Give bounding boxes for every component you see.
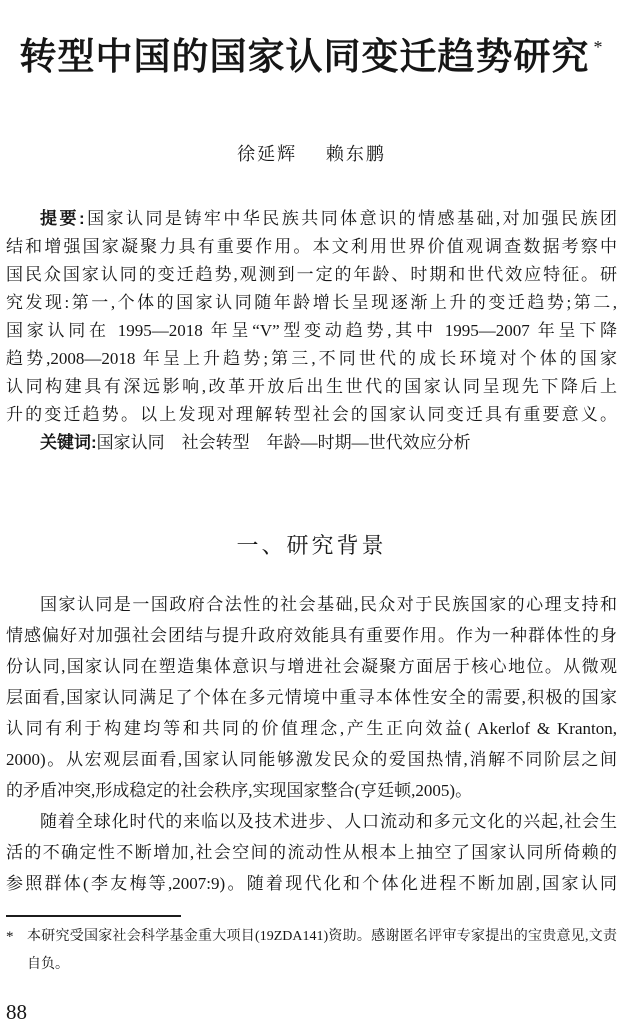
abstract-lines [6, 233, 617, 429]
author-name: 徐延辉 [237, 144, 298, 164]
keywords-label: 关键词: [40, 433, 97, 452]
abstract-block [6, 205, 617, 457]
body-text [6, 589, 617, 899]
body-line: 国家认同是一国政府合法性的社会基础,民众对于民族国家的心理支持和 [40, 595, 617, 614]
abstract-line: 趋势,2008—2018 年呈上升趋势;第三,不同世代的成长环境对个体的国家 [6, 349, 617, 368]
footnote [6, 923, 617, 979]
abstract-line: 究发现:第一,个体的国家认同随年龄增长呈现逐渐上升的变迁趋势;第二, [6, 293, 617, 312]
abstract-first-line [6, 205, 617, 233]
paper-title-text: 转型中国的国家认同变迁趋势研究 [19, 37, 590, 78]
body-line: 层面看,国家认同满足了个体在多元情境中重寻本体性安全的需要,积极的国家 [6, 688, 617, 707]
abstract-line: 国家认同在 1995—2018 年呈“V”型变动趋势,其中 1995—2007 年呈下降 [6, 321, 617, 340]
footnote-separator [6, 915, 181, 917]
abstract-line: 认同构建具有深远影响,改革开放后出生世代的国家认同呈现先下降后上 [6, 377, 617, 396]
abstract-line: 国民众国家认同的变迁趋势,观测到一定的年龄、时期和世代效应特征。研 [6, 265, 617, 284]
title-footnote-marker: * [593, 37, 604, 57]
author-name: 赖东鹏 [325, 144, 386, 164]
abstract-line: 升的变迁趋势。以上发现对理解转型社会的国家认同变迁具有重要意义。 [6, 405, 617, 424]
body-line: 参照群体(李友梅等,2007:9)。随着现代化和个体化进程不断加剧,国家认同 [6, 874, 617, 893]
paragraph-1 [6, 589, 617, 806]
body-line: 随着全球化时代的来临以及技术进步、人口流动和多元文化的兴起,社会生 [40, 812, 617, 831]
footnote-line: 本研究受国家社会科学基金重大项目(19ZDA141)资助。感谢匿名评审专家提出的宝贵意见,文责 [27, 929, 617, 944]
abstract-first-line-text: 国家认同是铸牢中华民族共同体意识的情感基础,对加强民族团 [84, 209, 617, 228]
paper-title [6, 0, 617, 83]
body-line: 活的不确定性不断增加,社会空间的流动性从根本上抽空了国家认同所倚赖的 [6, 843, 617, 862]
body-line: 份认同,国家认同在塑造集体意识与增进社会凝聚方面居于核心地位。从微观 [6, 657, 617, 676]
page-number: 88 [6, 1000, 27, 1024]
keywords-line [6, 429, 617, 457]
abstract-line: 结和增强国家凝聚力具有重要作用。本文利用世界价值观调查数据考察中 [6, 237, 617, 256]
body-line: 情感偏好对加强社会团结与提升政府效能具有重要作用。作为一种群体性的身 [6, 626, 617, 645]
footnote-lines [27, 923, 617, 979]
section-heading: 一、研究背景 [236, 533, 387, 558]
paragraph-2 [6, 806, 617, 899]
body-line: 的矛盾冲突,形成稳定的社会秩序,实现国家整合(亨廷顿,2005)。 [6, 781, 473, 800]
footnote-marker: * [6, 929, 14, 945]
footnote-line: 自负。 [27, 957, 69, 972]
abstract-label: 提要: [40, 209, 85, 228]
body-line: 2000)。从宏观层面看,国家认同能够激发民众的爱国热情,消解不同阶层之间 [6, 750, 617, 769]
body-line: 认同有利于构建均等和共同的价值理念,产生正向效益( Akerlof & Kranton, [6, 719, 617, 738]
authors-line [6, 141, 617, 167]
keywords-text: 国家认同 社会转型 年龄—时期—世代效应分析 [96, 433, 471, 452]
